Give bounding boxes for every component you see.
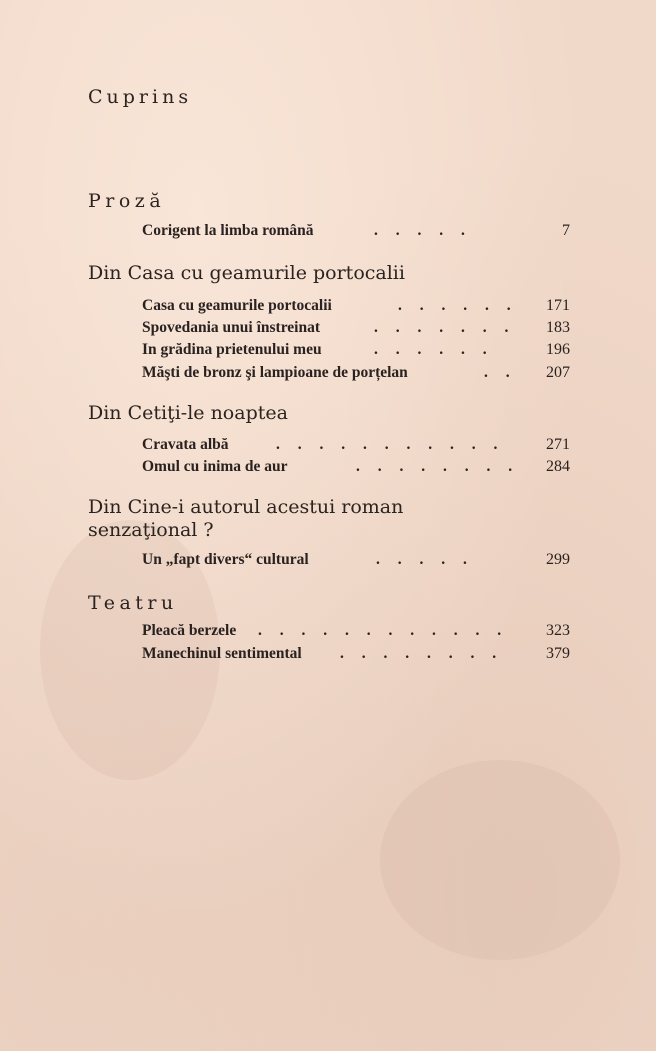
page-number: 323 — [546, 622, 570, 639]
section-title-cetiti: Din Cetiţi-le noaptea — [88, 402, 288, 424]
entry-title: Pleacă berzele — [142, 622, 237, 639]
entry-title: Spovedania unui înstreinat — [142, 319, 321, 336]
entry-title: Măşti de bronz şi lampioane de porțelan — [142, 364, 408, 381]
entry-title: Un „fapt divers“ cultural — [142, 551, 309, 568]
leader-dots: . . . . . . . — [374, 319, 516, 336]
leader-dots: . . — [484, 364, 517, 381]
toc-entry[interactable] — [142, 622, 570, 642]
toc-entry[interactable] — [142, 551, 570, 571]
page-number: 196 — [546, 341, 570, 358]
section-title-casa: Din Casa cu geamurile portocalii — [88, 262, 405, 284]
entry-title: Corigent la limba română — [142, 222, 314, 239]
page-number: 284 — [546, 458, 570, 475]
leader-dots: . . . . . . . . . . . — [276, 436, 505, 453]
entry-title: In grădina prietenului meu — [142, 341, 322, 358]
toc-entry[interactable] — [142, 458, 570, 478]
leader-dots: . . . . . . — [398, 297, 518, 314]
section-title-cine-line1: Din Cine-i autorul acestui roman — [88, 496, 404, 518]
page-number: 379 — [546, 645, 570, 662]
toc-entry[interactable] — [142, 364, 570, 384]
leader-dots: . . . . . . . . — [340, 645, 504, 662]
page-number: 171 — [546, 297, 570, 314]
toc-entry[interactable] — [142, 222, 570, 242]
entry-title: Cravata albă — [142, 436, 229, 453]
toc-entry[interactable] — [142, 645, 570, 665]
page-title: Cuprins — [88, 86, 193, 108]
leader-dots: . . . . . . . . . . . . — [258, 622, 509, 639]
entry-title: Casa cu geamurile portocalii — [142, 297, 332, 314]
entry-title: Omul cu inima de aur — [142, 458, 288, 475]
page-number: 183 — [546, 319, 570, 336]
paper-stain — [380, 760, 620, 960]
toc-entry[interactable] — [142, 319, 570, 339]
toc-entry[interactable] — [142, 297, 570, 317]
leader-dots: . . . . . — [374, 222, 472, 239]
section-title-teatru: Teatru — [88, 592, 178, 614]
leader-dots: . . . . . — [376, 551, 474, 568]
page-number: 271 — [546, 436, 570, 453]
leader-dots: . . . . . . — [374, 341, 494, 358]
page-number: 7 — [562, 222, 570, 239]
section-title-cine-line2: senzaţional ? — [88, 519, 214, 541]
toc-entry[interactable] — [142, 436, 570, 456]
page-number: 207 — [546, 364, 570, 381]
leader-dots: . . . . . . . . — [356, 458, 520, 475]
section-title-proza: Proză — [88, 190, 166, 212]
page-number: 299 — [546, 551, 570, 568]
entry-title: Manechinul sentimental — [142, 645, 302, 662]
toc-entry[interactable] — [142, 341, 570, 361]
